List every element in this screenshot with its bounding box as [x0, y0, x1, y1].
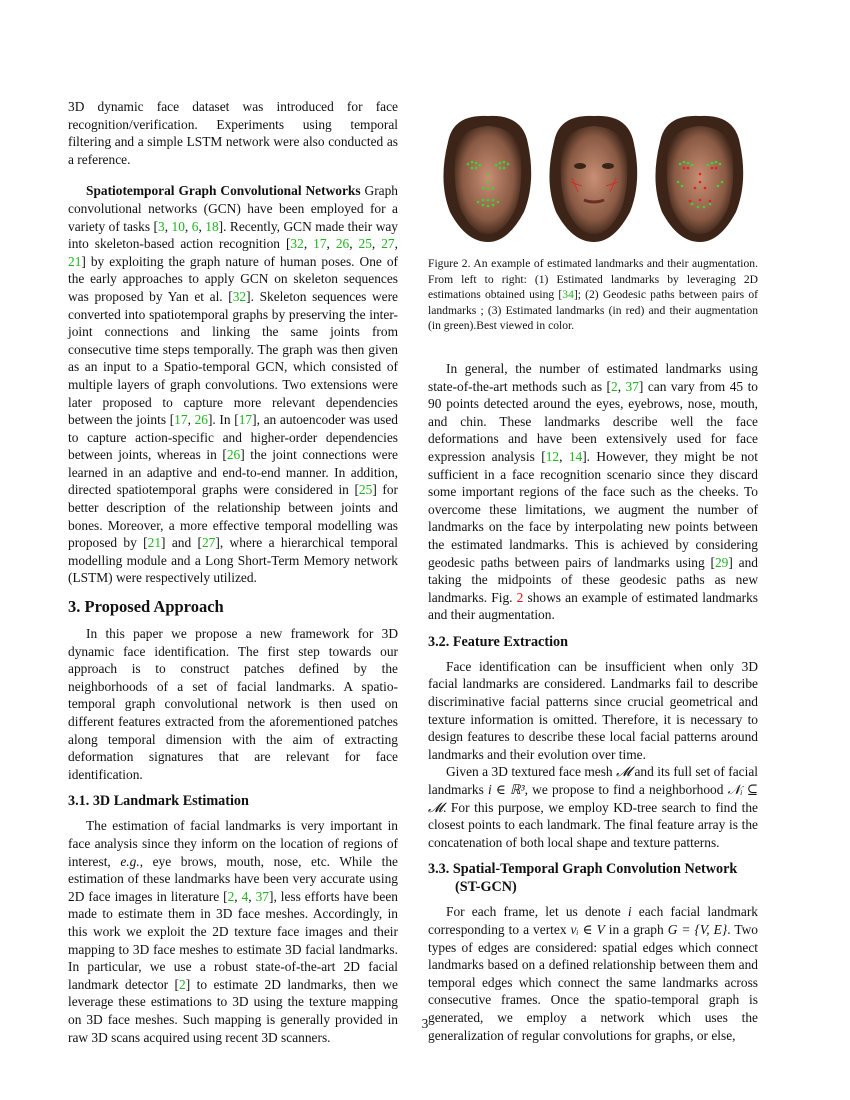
stgcn-heading: Spatiotemporal Graph Convolutional Networks — [86, 183, 361, 199]
face-geodesic-paths-image — [534, 112, 652, 244]
citation-link[interactable]: 14 — [568, 448, 583, 464]
citation-link[interactable]: 26 — [335, 236, 350, 252]
citation-link[interactable]: 29 — [714, 554, 729, 570]
section-3-1-paragraph: The estimation of facial landmarks is very important in face analysis since they inform on the location of regions of interest, e.g., eye brows, mouth, nose, etc. While the estimation of these landmarks have been very accurate using 2D face images in literature [2, 4, 37], less efforts have been made to estimate them in 3D face meshes. Accordingly, in this work we exploit the 2D texture face images and their mapping to 3D face meshes to estimate 3D facial landmarks. In particular, we use a robust state-of-the-art 2D facial landmark detector [2] to estimate 2D landmarks, then we leverage these estimations to 3D using the texture mapping on 3D face meshes. Such mapping is generally provided in raw 3D scans acquired using recent 3D scanners. — [68, 818, 399, 1045]
section-3-heading: 3. Proposed Approach — [68, 597, 224, 617]
face-augmented-landmarks-image — [640, 112, 758, 244]
citation-link[interactable]: 32 — [290, 236, 304, 252]
section-3-1-heading: 3.1. 3D Landmark Estimation — [68, 793, 249, 810]
citation-link[interactable]: 34 — [562, 288, 574, 302]
section-3-2-paragraph-2: Given a 3D textured face mesh 𝓜 and its full set of facial landmarks i ∈ ℝ³, we propose to find a neighborhood 𝒩ᵢ ⊆ 𝓜. For this purpose, we employ KD-tree search to find the closest points to each landmark. The final feature array is the concatenation of both local shape and texture patterns. — [428, 764, 758, 850]
citation-link[interactable]: 25 — [358, 236, 372, 252]
citation-link[interactable]: 4 — [241, 888, 249, 904]
section-3-3-heading: 3.3. Spatial-Temporal Graph Convolution Network (ST-GCN) — [428, 861, 738, 896]
citation-link[interactable]: 27 — [201, 535, 216, 551]
citation-link[interactable]: 2 — [611, 378, 618, 394]
page-number: 3 — [421, 1016, 429, 1031]
citation-link[interactable]: 18 — [205, 218, 219, 234]
citation-link[interactable]: 6 — [191, 218, 199, 234]
stgcn-paragraph: Spatiotemporal Graph Convolutional Networks Graph convolutional networks (GCN) have been employed for a variety of tasks [3, 10, 6, 18]. Recently, GCN made their way into skeleton-based action recognition [32, 17, 26, 25, 27, 21] by exploiting the graph nature of human poses. One of the early approaches to apply GCN on skeleton sequences was proposed by Yan et al. [32]. Skeleton sequences were converted into spatiotemporal graphs by preserving the inter-joint connections and linking the same joints from consecutive time steps temporally. The graph was then given as an input to a Spatio-temporal GCN, which consisted of multiple layers of graph convolutions. Two extensions were later proposed to capture more relevant dependencies between the joints [17, 26]. In [17], an autoencoder was used to capture action-specific and higher-order dependencies between joints, whereas in [26] the joint connections were learned in an adaptive and end-to-end manner. In addition, directed spatiotemporal graphs were considered in [25] for better description of the relationship between joints and bones. Moreover, a more effective temporal modelling was proposed by [21] and [27], where a hierarchical temporal modelling module and a Long Short-Term Memory network (LSTM) were respectively utilized. — [68, 183, 399, 586]
figure-ref-link[interactable]: 2 — [516, 589, 524, 605]
right-column — [428, 100, 758, 1044]
general-paragraph: In general, the number of estimated landmarks using state-of-the-art methods such as [2, 37] can vary from 45 to 90 points detected around the eyes, eyebrows, nose, mouth, and chin. These landmarks describe well the face deformations and have been extensively used for face expression analysis [12, 14]. However, they might be not sufficient in a face recognition scenario since they discard some important regions of the face such as the cheeks. To overcome these limitations, we augment the number of landmarks on the face by interpolating new points between the estimated landmarks. This is achieved by considering geodesic paths between pairs of landmarks using [29] and taking the midpoints of these geodesic paths as new landmarks. Fig. 2 shows an example of estimated landmarks and their augmentation. — [428, 360, 758, 623]
citation-link[interactable]: 10 — [171, 218, 185, 234]
section-3-2-paragraph-1: Face identification can be insufficient when only 3D facial landmarks are considered. Landmarks fail to describe discriminative facial patterns since crucial geometrical and texture information is omitted. Therefore, it is necessary to design features to describe these local facial patterns around landmarks and their evolution over time. — [428, 658, 758, 762]
citation-link[interactable]: 17 — [238, 412, 253, 428]
citation-link[interactable]: 17 — [313, 236, 327, 252]
citation-link[interactable]: 32 — [232, 288, 247, 304]
citation-link[interactable]: 27 — [381, 236, 395, 252]
section-3-2-heading: 3.2. Feature Extraction — [428, 633, 569, 650]
figure-2-caption: Figure 2. An example of estimated landmarks and their augmentation. From left to right: (1) Estimated landmarks by leveraging 2D estimations obtained using [34]; (2) Geodesic paths between pairs of landmarks ; (3) Estimated landmarks (in red) and their augmentation (in green).Best viewed in color. — [428, 257, 759, 333]
citation-link[interactable]: 2 — [179, 976, 186, 992]
citation-link[interactable]: 12 — [545, 448, 560, 464]
citation-link[interactable]: 2 — [227, 888, 235, 904]
citation-link[interactable]: 3 — [157, 218, 165, 234]
intro-paragraph: 3D dynamic face dataset was introduced for face recognition/verification. Experiments using temporal filtering and a simple LSTM network were also conducted as a reference. — [68, 99, 398, 167]
citation-link[interactable]: 25 — [358, 482, 373, 498]
figure-2 — [428, 112, 758, 242]
citation-link[interactable]: 37 — [255, 888, 269, 904]
citation-link[interactable]: 26 — [226, 447, 241, 463]
citation-link[interactable]: 17 — [174, 412, 188, 428]
section-3-3-paragraph: For each frame, let us denote i each facial landmark corresponding to a vertex vᵢ ∈ V in a graph G = {V, E}. Two types of edges are considered: spatial edges which connect landmarks based on a defined relationship between them and temporal edges which connect the same landmarks across consecutive frames. Once the spatio-temporal graph is generated, we employ a network which uses the generalization of regular convolutions for graphs, or else, — [428, 904, 759, 1043]
left-column — [68, 98, 398, 1046]
face-landmarks-image — [428, 112, 546, 244]
citation-link[interactable]: 37 — [625, 378, 639, 394]
citation-link[interactable]: 21 — [147, 535, 162, 551]
citation-link[interactable]: 26 — [194, 412, 208, 428]
citation-link[interactable]: 21 — [68, 253, 82, 269]
section-3-paragraph: In this paper we propose a new framework for 3D dynamic face identification. The first step towards our approach is to construct patches defined by the neighborhoods of a set of facial landmarks. A spatio-temporal graph convolutional network is then used on different features extracted from the aforementioned patches along temporal dimension with the aim of extracting deformation signatures that are relevant for face identification. — [68, 626, 398, 782]
